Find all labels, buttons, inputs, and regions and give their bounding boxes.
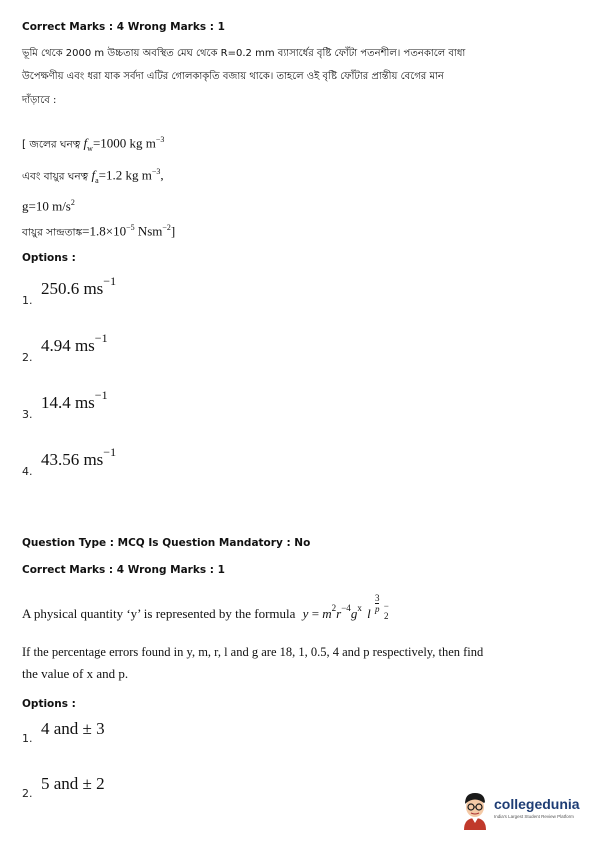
logo-name: collegedunia bbox=[494, 796, 580, 812]
q1-data4-label: বায়ুর সান্দ্রতাঙ্ক bbox=[22, 226, 83, 239]
q1-data4-unit: Nsm bbox=[134, 223, 163, 239]
q1-data1-symbol: f bbox=[83, 135, 88, 151]
q1-option-2[interactable] bbox=[22, 331, 108, 364]
q1-text-line-1: ভূমি থেকে 2000 m উচ্চতায় অবস্থিত মেঘ থেকে R=0.2 mm ব্যাসার্ধের বৃষ্টি ফোঁটা পতনশীল। পতনকালে বাধা bbox=[22, 48, 466, 59]
q1-option-1-number: 1. bbox=[22, 293, 33, 307]
q1-option-3[interactable] bbox=[22, 388, 108, 421]
q2-formula-l-sign: − bbox=[383, 601, 389, 612]
q1-option-2-exp: −1 bbox=[94, 331, 108, 345]
q2-option-1-value: 4 and ± 3 bbox=[40, 719, 105, 738]
q2-formula bbox=[302, 592, 389, 622]
q1-data2-exp: −3 bbox=[151, 167, 161, 176]
q2-type-line: Question Type : MCQ Is Question Mandatory : No bbox=[22, 537, 311, 549]
logo-tagline: India's Largest Student Review Platform bbox=[494, 814, 574, 819]
q2-formula-r-exp: −4 bbox=[341, 603, 351, 613]
q1-text-line-3: দাঁড়াবে : bbox=[22, 95, 57, 106]
q1-option-1-exp: −1 bbox=[103, 274, 117, 288]
q2-text-line-1 bbox=[22, 592, 389, 626]
q2-formula-l-den-p: p bbox=[374, 603, 380, 614]
q1-option-3-number: 3. bbox=[22, 407, 33, 421]
q2-marks: Correct Marks : 4 Wrong Marks : 1 bbox=[22, 564, 225, 576]
q1-option-2-text: 4.94 ms bbox=[40, 335, 95, 355]
q1-option-4-text: 43.56 ms bbox=[40, 449, 104, 469]
q1-option-2-number: 2. bbox=[22, 350, 33, 364]
q1-marks: Correct Marks : 4 Wrong Marks : 1 bbox=[22, 21, 225, 33]
q1-data3-exp: 2 bbox=[70, 198, 75, 207]
q1-data3-value: g=10 m/s bbox=[22, 198, 71, 214]
q2-formula-l-exponent bbox=[375, 593, 380, 614]
q2-formula-y: y bbox=[302, 606, 309, 621]
q2-formula-l: l bbox=[367, 606, 371, 621]
q2-formula-l-den-2: 2 bbox=[383, 611, 389, 622]
q2-options-label: Options : bbox=[22, 698, 76, 710]
q2-option-1[interactable] bbox=[22, 719, 105, 745]
q1-data-line-3 bbox=[22, 193, 75, 216]
q2-formula-m: m bbox=[322, 606, 332, 621]
q1-data4-unit-exp: −2 bbox=[162, 223, 171, 232]
q1-option-4-value bbox=[40, 445, 117, 469]
q2-option-2-value: 5 and ± 2 bbox=[40, 774, 105, 793]
q1-option-2-value bbox=[40, 331, 108, 355]
q2-formula-r: r bbox=[336, 606, 342, 621]
student-mascot-icon bbox=[458, 790, 492, 830]
q2-formula-l-den bbox=[375, 604, 380, 614]
q1-option-3-text: 14.4 ms bbox=[40, 392, 95, 412]
q2-text-line-2: If the percentage errors found in y, m, r, l and g are 18, 1, 0.5, 4 and p respectively, then find bbox=[22, 645, 484, 659]
q2-option-2-number: 2. bbox=[22, 787, 33, 800]
q1-data2-label: এবং বায়ুর ঘনত্ব bbox=[22, 170, 92, 183]
q2-text-before: A physical quantity ‘y’ is represented by the formula bbox=[22, 606, 296, 621]
q1-option-3-exp: −1 bbox=[94, 388, 108, 402]
q1-data-line-2 bbox=[22, 162, 164, 191]
q1-text-line-2: উপেক্ষণীয় এবং ধরা যাক সর্বদা এটির গোলকাকৃতি বজায় থাকে। তাহলে ওই বৃষ্টি ফোঁটার প্রান্তীয় বেগের মান bbox=[22, 71, 444, 82]
q2-formula-eq: = bbox=[308, 606, 323, 621]
q1-data4-value: =1.8×10 bbox=[82, 223, 127, 239]
q2-formula-l-exponent-2 bbox=[384, 601, 389, 621]
q1-option-1-text: 250.6 ms bbox=[40, 278, 104, 298]
q2-formula-g: g bbox=[350, 606, 358, 621]
q1-data2-end: , bbox=[160, 167, 164, 183]
q1-data4-end: ] bbox=[170, 223, 176, 239]
q2-formula-g-exp: x bbox=[357, 603, 362, 613]
q1-option-4-number: 4. bbox=[22, 464, 33, 478]
q1-option-4-exp: −1 bbox=[103, 445, 117, 459]
q1-data2-value: =1.2 kg m bbox=[98, 167, 152, 183]
q1-data1-sub: w bbox=[87, 143, 93, 153]
collegedunia-logo bbox=[458, 790, 588, 830]
q1-data2-symbol: f bbox=[91, 167, 96, 183]
q1-data-line-1 bbox=[22, 130, 164, 159]
q1-data-line-4 bbox=[22, 218, 175, 242]
q1-option-1[interactable] bbox=[22, 274, 117, 307]
q1-options-label: Options : bbox=[22, 252, 76, 264]
q1-data2-sub: a bbox=[95, 175, 99, 185]
q1-data1-label: [ জলের ঘনত্ব bbox=[22, 138, 84, 151]
q2-option-2[interactable] bbox=[22, 774, 105, 800]
q1-option-3-value bbox=[40, 388, 108, 412]
q1-option-4[interactable] bbox=[22, 445, 117, 478]
q2-text-line-3: the value of x and p. bbox=[22, 666, 129, 681]
q1-data1-exp: −3 bbox=[155, 135, 165, 144]
q1-option-1-value bbox=[40, 274, 117, 298]
q2-formula-m-exp: 2 bbox=[331, 603, 337, 613]
q1-data4-exp: −5 bbox=[126, 223, 135, 232]
q1-data1-value: =1000 kg m bbox=[92, 135, 156, 151]
q2-option-1-number: 1. bbox=[22, 732, 33, 745]
q2-formula-l-num: 3 bbox=[374, 592, 380, 603]
